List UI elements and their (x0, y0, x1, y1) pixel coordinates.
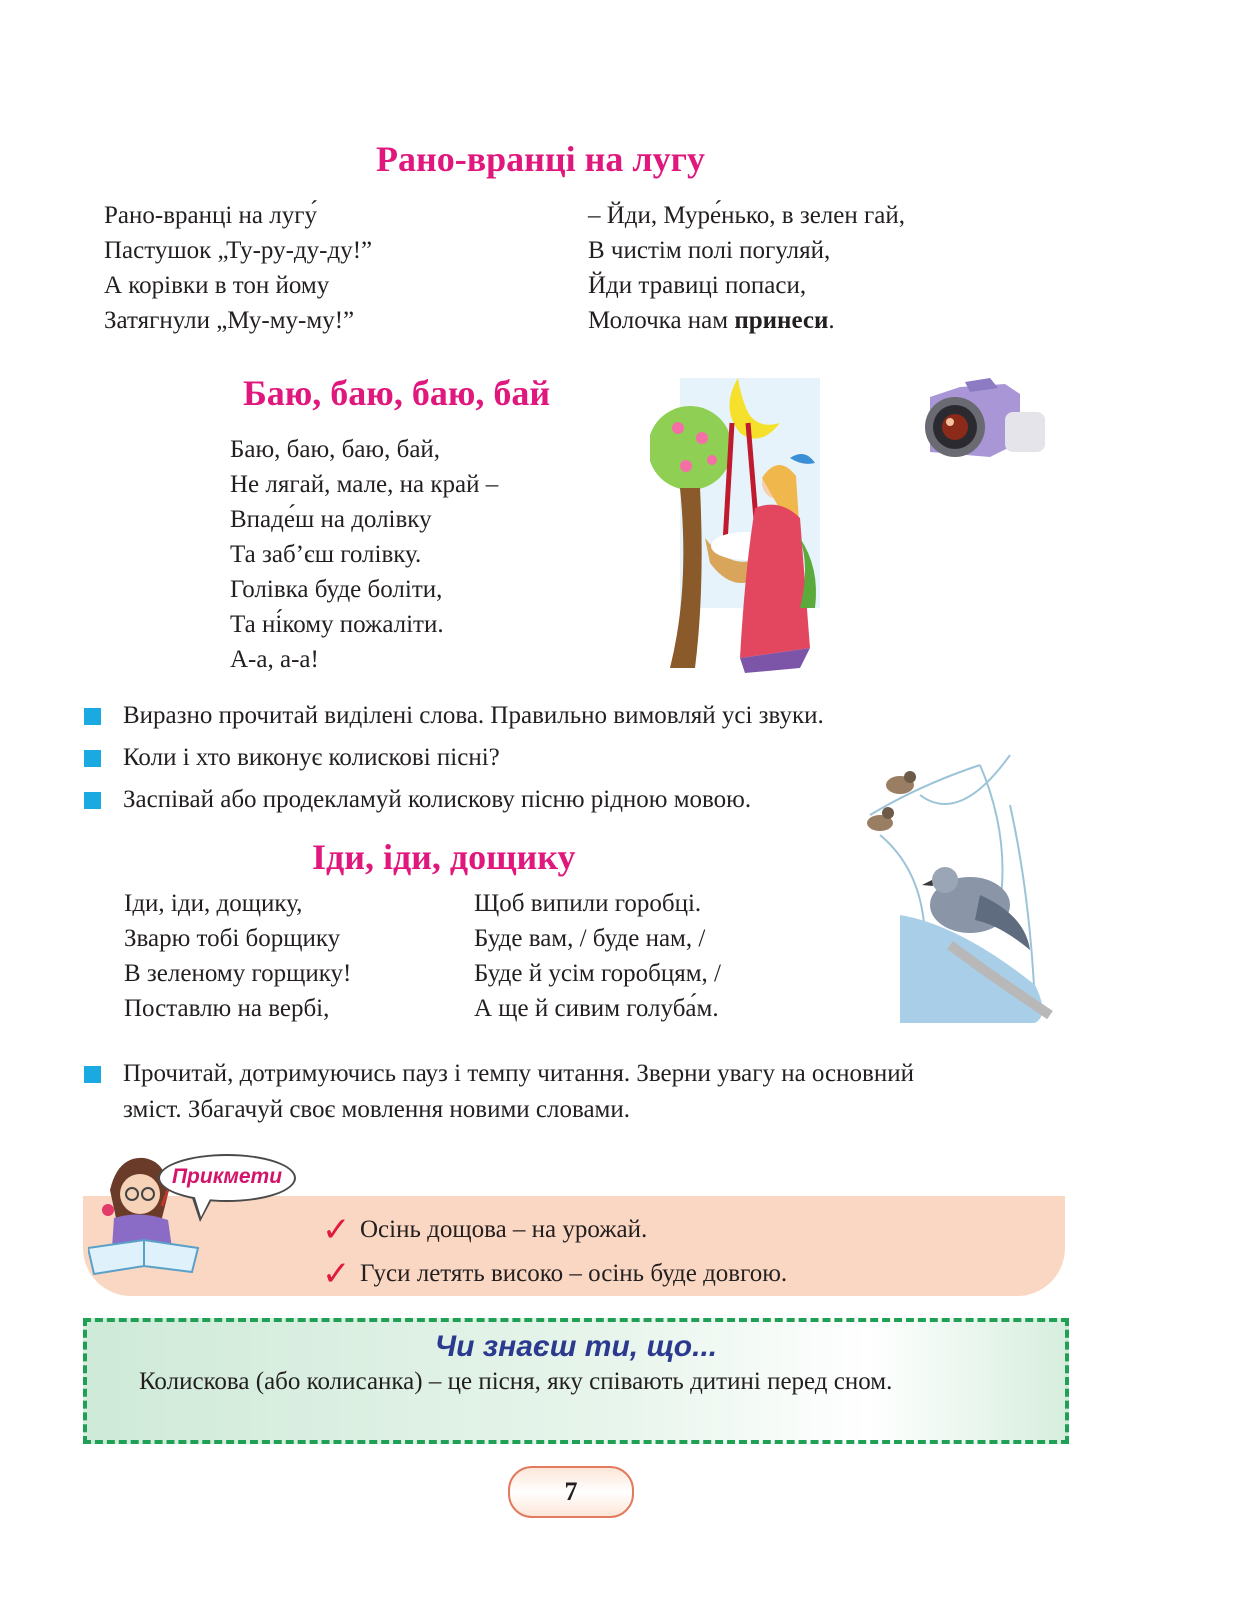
signs-heading: Прикмети (171, 1165, 283, 1188)
task-text: Виразно прочитай виділені слова. Правильно вимовляй усі звуки. (123, 702, 824, 729)
poem3-line: Щоб випили горобці. (474, 890, 702, 917)
poem1-line: Йди травиці попаси, (588, 272, 807, 299)
poem1-line: Рано-вранці на лугу́ (104, 202, 318, 229)
poem3-left-column (124, 886, 351, 1026)
square-bullet-icon (84, 792, 101, 809)
poem1-line: Молочка нам (588, 307, 735, 334)
page-number: 7 (508, 1466, 634, 1518)
sign-item (322, 1252, 787, 1296)
square-bullet-icon (84, 1066, 101, 1083)
poem3-line: Буде вам, / буде нам, / (474, 925, 706, 952)
square-bullet-icon (84, 750, 101, 767)
sign-text: Осінь дощова – на урожай. (360, 1216, 648, 1243)
camera-icon (910, 372, 1050, 472)
poem2-line: Голівка буде боліти, (230, 576, 443, 603)
task-text (123, 1056, 914, 1128)
poem1-line: Затягнули „Му-му-му!” (104, 307, 355, 334)
task-item (84, 1056, 1064, 1128)
poem2-line: Баю, баю, баю, бай, (230, 436, 441, 463)
poem3-line: Іди, іди, дощику, (124, 890, 303, 917)
task-text-line: Прочитай, дотримуючись пауз і темпу читання. Зверни увагу на основний (123, 1060, 914, 1087)
poem1-left-column (104, 198, 372, 338)
poem1-line-last (588, 303, 905, 338)
sign-text: Гуси летять високо – осінь буде довгою. (360, 1260, 788, 1287)
poem2-title: Баю, баю, баю, бай (243, 373, 551, 413)
task-text: Коли і хто виконує колискові пісні? (123, 744, 500, 771)
poem2-line: Та ні́кому пожаліти. (230, 611, 444, 638)
poem2-line: А-а, а-а! (230, 646, 319, 673)
bubble-tail-fill (193, 1191, 214, 1217)
poem1-line-end: . (828, 307, 835, 334)
poem3-line: В зеленому горщику! (124, 960, 352, 987)
poem1-line: А корівки в тон йому (104, 272, 330, 299)
task-2 (84, 1056, 1064, 1128)
task-item (84, 740, 984, 782)
poem2-line: Та заб’єш голівку. (230, 541, 422, 568)
poem1-title: Рано-вранці на лугу (376, 139, 705, 179)
task-text: Заспівай або продекламуй колискову пісню рідною мовою. (123, 786, 752, 813)
poem2-column (230, 432, 498, 677)
poem3-line: А ще й сивим голуба́м. (474, 995, 719, 1022)
poem3-line: Поставлю на вербі, (124, 995, 330, 1022)
poem1-line: – Йди, Муре́нько, в зелен гай, (588, 202, 905, 229)
poem2-line: Впаде́ш на долівку (230, 506, 432, 533)
cradle-illustration (650, 368, 830, 688)
task-item (84, 698, 984, 740)
task-text-line: зміст. Збагачуй своє мовлення новими словами. (123, 1096, 631, 1123)
task-item (84, 782, 984, 824)
poem3-line: Буде й усім горобцям, / (474, 960, 721, 987)
poem1-line: Пастушок „Ту-ру-ду-ду!” (104, 237, 373, 264)
square-bullet-icon (84, 708, 101, 725)
did-you-know-box (83, 1318, 1069, 1444)
tasks-list-1 (84, 698, 984, 824)
birds-illustration (860, 745, 1060, 1025)
check-icon: ✓ (322, 1254, 351, 1294)
signs-list (322, 1208, 787, 1296)
sign-item (322, 1208, 787, 1252)
poem1-line: В чистім полі погуляй, (588, 237, 831, 264)
poem2-line: Не лягай, мале, на край – (230, 471, 499, 498)
poem3-title: Іди, іди, дощику (312, 837, 576, 877)
did-you-know-text: Колискова (або колисанка) – це пісня, яку співають дитині перед сном. (139, 1368, 893, 1395)
highlighted-word: принеси (734, 307, 829, 334)
poem3-line: Зварю тобі борщику (124, 925, 341, 952)
poem3-right-column (474, 886, 721, 1026)
poem1-right-column (588, 198, 905, 338)
check-icon: ✓ (322, 1210, 351, 1250)
did-you-know-title: Чи знаєш ти, що... (434, 1330, 718, 1363)
